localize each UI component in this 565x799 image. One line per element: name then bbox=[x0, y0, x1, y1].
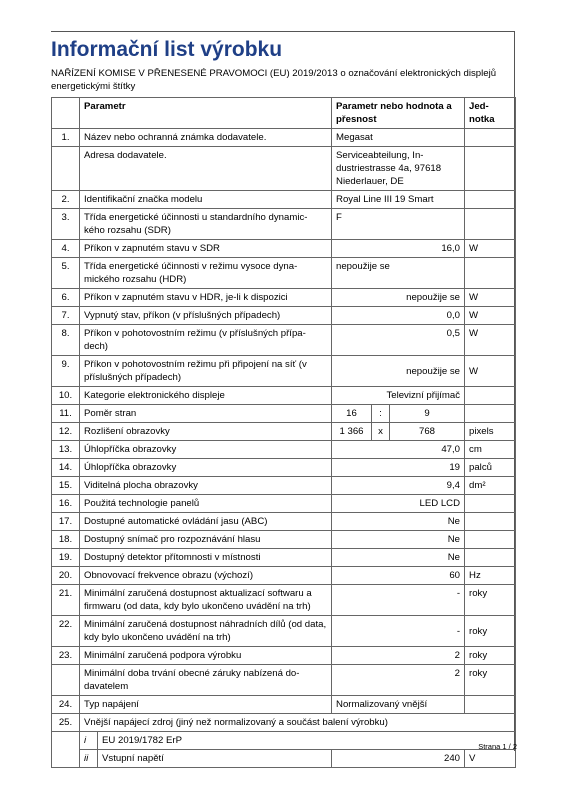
table-row: 25. Vnější napájecí zdroj (jiný než normalizovaný a součást balení výrobku) bbox=[52, 714, 516, 732]
table-row: 15. Viditelná plocha obrazovky 9,4 dm² bbox=[52, 477, 516, 495]
table-row: 24. Typ napájení Normalizovaný vnější bbox=[52, 696, 516, 714]
table-row: 9. Příkon v pohotovostním režimu při připojení na síť (v příslušných případech) nepoužije se W bbox=[52, 356, 516, 387]
table-row: Minimální doba trvání obecné záruky nabízená do-davatelem 2 roky bbox=[52, 665, 516, 696]
product-information-sheet bbox=[51, 31, 515, 768]
table-row: 12. Rozlišení obrazovky 1 366 x 768 pixels bbox=[52, 423, 516, 441]
table-row: 5. Třída energetické účinnosti v režimu vysoce dyna-mického rozsahu (HDR) nepoužije se bbox=[52, 258, 516, 289]
header-value: Parametr nebo hodnota a přesnost bbox=[332, 98, 465, 129]
table-row: 8. Příkon v pohotovostním režimu (v příslušných přípa-dech) 0,5 W bbox=[52, 325, 516, 356]
table-row: 17. Dostupné automatické ovládání jasu (ABC) Ne bbox=[52, 513, 516, 531]
table-row: i EU 2019/1782 ErP bbox=[52, 732, 516, 750]
table-row: 13. Úhlopříčka obrazovky 47,0 cm bbox=[52, 441, 516, 459]
table-row: 18. Dostupný snímač pro rozpoznávání hlasu Ne bbox=[52, 531, 516, 549]
table-row: 23. Minimální zaručená podpora výrobku 2 roky bbox=[52, 647, 516, 665]
product-parameters-table bbox=[51, 97, 516, 768]
header-unit: Jed-notka bbox=[465, 98, 516, 129]
table-row: 11. Poměr stran 16 : 9 bbox=[52, 405, 516, 423]
table-row: 6. Příkon v zapnutém stavu v HDR, je-li k dispozici nepoužije se W bbox=[52, 289, 516, 307]
table-row: 20. Obnovovací frekvence obrazu (výchozí) 60 Hz bbox=[52, 567, 516, 585]
table-row: 2. Identifikační značka modelu Royal Line III 19 Smart bbox=[52, 191, 516, 209]
table-row: 10. Kategorie elektronického displeje Televizní přijímač bbox=[52, 387, 516, 405]
table-row: 21. Minimální zaručená dostupnost aktualizací softwaru a firmwaru (od data, kdy bylo ukončeno uvádění na trh) - roky bbox=[52, 585, 516, 616]
table-row: 16. Použitá technologie panelů LED LCD bbox=[52, 495, 516, 513]
page-title: Informační list výrobku bbox=[51, 38, 283, 61]
table-row: 4. Příkon v zapnutém stavu v SDR 16,0 W bbox=[52, 240, 516, 258]
table-row: 19. Dostupný detektor přítomnosti v místnosti Ne bbox=[52, 549, 516, 567]
page-footer: Strana 1 / 2 bbox=[478, 742, 517, 751]
table-row: Adresa dodavatele. Serviceabteilung, In-dustriestrasse 4a, 97618 Niederlauer, DE bbox=[52, 147, 516, 191]
table-row: 3. Třída energetické účinnosti u standardního dynamic-kého rozsahu (SDR) F bbox=[52, 209, 516, 240]
table-row: 14. Úhlopříčka obrazovky 19 palců bbox=[52, 459, 516, 477]
header-parameter: Parametr bbox=[80, 98, 332, 129]
table-row: 1. Název nebo ochranná známka dodavatele. Megasat bbox=[52, 129, 516, 147]
table-row: 7. Vypnutý stav, příkon (v příslušných případech) 0,0 W bbox=[52, 307, 516, 325]
table-row: 22. Minimální zaručená dostupnost náhradních dílů (od data, kdy bylo ukončeno uvádění na trh) - roky bbox=[52, 616, 516, 647]
table-header-row bbox=[52, 98, 516, 129]
regulation-text: NAŘÍZENÍ KOMISE V PŘENESENÉ PRAVOMOCI (EU) 2019/2013 o označování elektronických displejů energetickými štítky bbox=[51, 68, 497, 92]
table-row: ii Vstupní napětí 240 V bbox=[52, 750, 516, 768]
